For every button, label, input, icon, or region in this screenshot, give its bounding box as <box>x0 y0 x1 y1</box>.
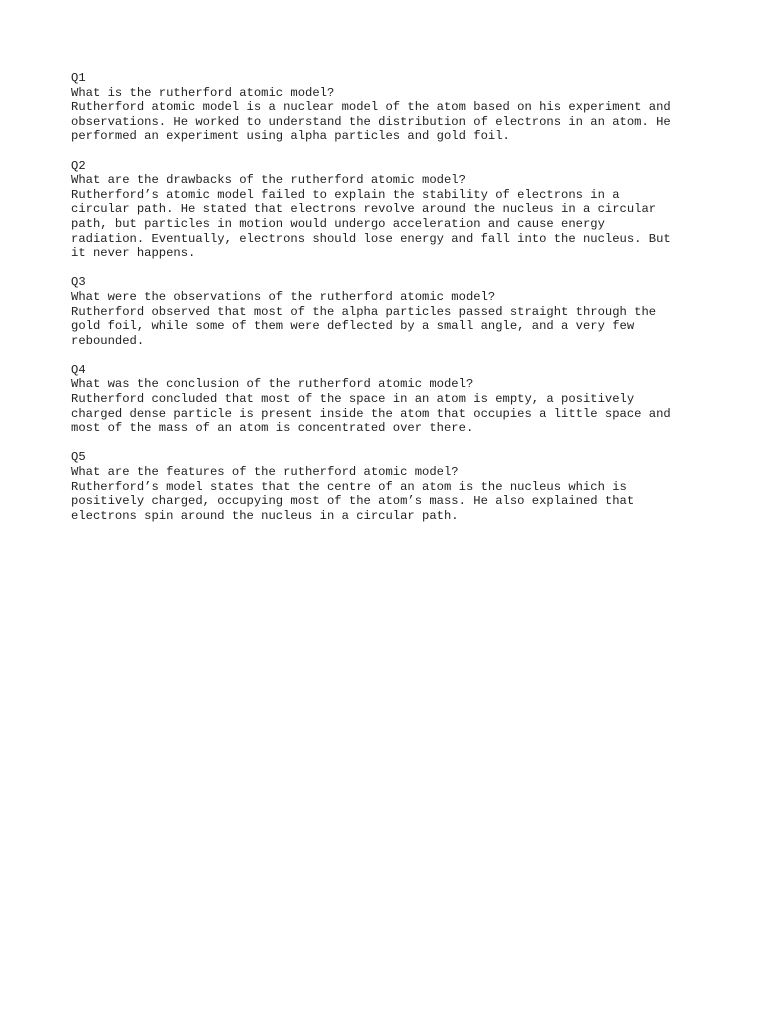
qa-item-1 <box>71 71 711 144</box>
question-text: What are the features of the rutherford atomic model? <box>71 465 459 480</box>
question-text: What were the observations of the rutherford atomic model? <box>71 289 496 304</box>
question-text: What are the drawbacks of the rutherford atomic model? <box>71 173 466 188</box>
question-number: Q5 <box>71 450 86 465</box>
answer-text: Rutherford’s atomic model failed to explain the stability of electrons in a circular path. He stated that electrons revolve around the nucleus in a circular path, but particles in motion would undergo acceleration and cause energy radiation. Eventually, electrons should lose energy and fall into the nucleus. But it never happens. <box>71 187 671 261</box>
document-page <box>71 71 711 538</box>
answer-text: Rutherford concluded that most of the space in an atom is empty, a positively charged dense particle is present inside the atom that occupies a little space and most of the mass of an atom is concentrated over there. <box>71 392 671 436</box>
qa-item-3 <box>71 275 711 348</box>
answer-text: Rutherford atomic model is a nuclear model of the atom based on his experiment and observations. He worked to understand the distribution of electrons in an atom. He performed an experiment using alpha particles and gold foil. <box>71 100 671 144</box>
qa-item-4 <box>71 363 711 436</box>
question-number: Q2 <box>71 158 86 173</box>
question-number: Q4 <box>71 362 86 377</box>
answer-text: Rutherford observed that most of the alpha particles passed straight through the gold foil, while some of them were deflected by a small angle, and a very few rebounded. <box>71 304 657 348</box>
qa-item-5 <box>71 450 711 523</box>
qa-item-2 <box>71 159 711 261</box>
answer-text: Rutherford’s model states that the centre of an atom is the nucleus which is positively charged, occupying most of the atom’s mass. He also explained that electrons spin around the nucleus in a circular path. <box>71 479 635 523</box>
question-number: Q3 <box>71 275 86 290</box>
question-number: Q1 <box>71 71 86 85</box>
question-text: What was the conclusion of the rutherford atomic model? <box>71 377 474 392</box>
question-text: What is the rutherford atomic model? <box>71 85 335 100</box>
